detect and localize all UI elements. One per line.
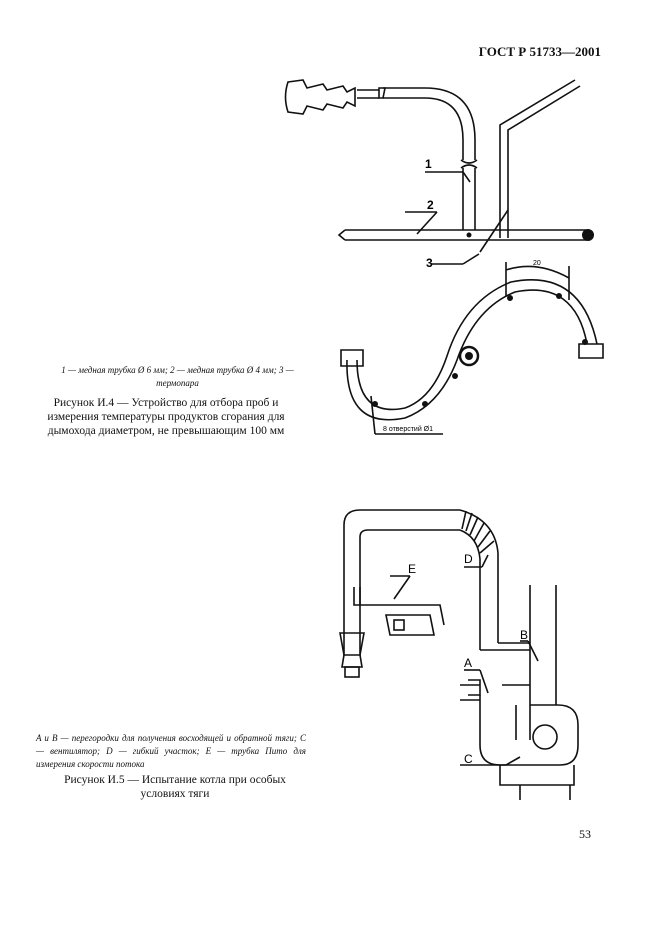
figure1-legend: 1 — медная трубка Ø 6 мм; 2 — медная трубка Ø 4 мм; 3 — термопара (61, 365, 294, 388)
label-D: D (464, 552, 473, 566)
label-E: E (408, 562, 417, 576)
page-header: ГОСТ Р 51733—2001 (478, 44, 601, 59)
figure-boiler-test (330, 495, 600, 800)
label-2: 2 (427, 198, 434, 212)
label-B: B (520, 628, 529, 642)
figure1-caption: Рисунок И.4 — Устройство для отбора проб и измерения температуры продуктов сгорания для дымохода диаметром, не превышающим 100 мм (47, 397, 285, 437)
label-1: 1 (425, 157, 432, 171)
figure2-caption: Рисунок И.5 — Испытание котла при особых условиях тяги (64, 774, 286, 800)
page-number: 53 (579, 827, 591, 841)
figure2-legend: A и B — перегородки для получения восходящей и обратной тяги; C — вентилятор; D — гибкий участок; E — трубка Пито для измерения скорости потока (36, 733, 306, 769)
label-3: 3 (426, 256, 433, 270)
figure-sampling-device (275, 60, 615, 440)
hose-connector (286, 80, 356, 114)
dimension-20: 20 (533, 260, 541, 267)
holes-note: 8 отверстий Ø1 (383, 426, 434, 433)
label-A: A (464, 656, 473, 670)
label-C: C (464, 752, 473, 766)
